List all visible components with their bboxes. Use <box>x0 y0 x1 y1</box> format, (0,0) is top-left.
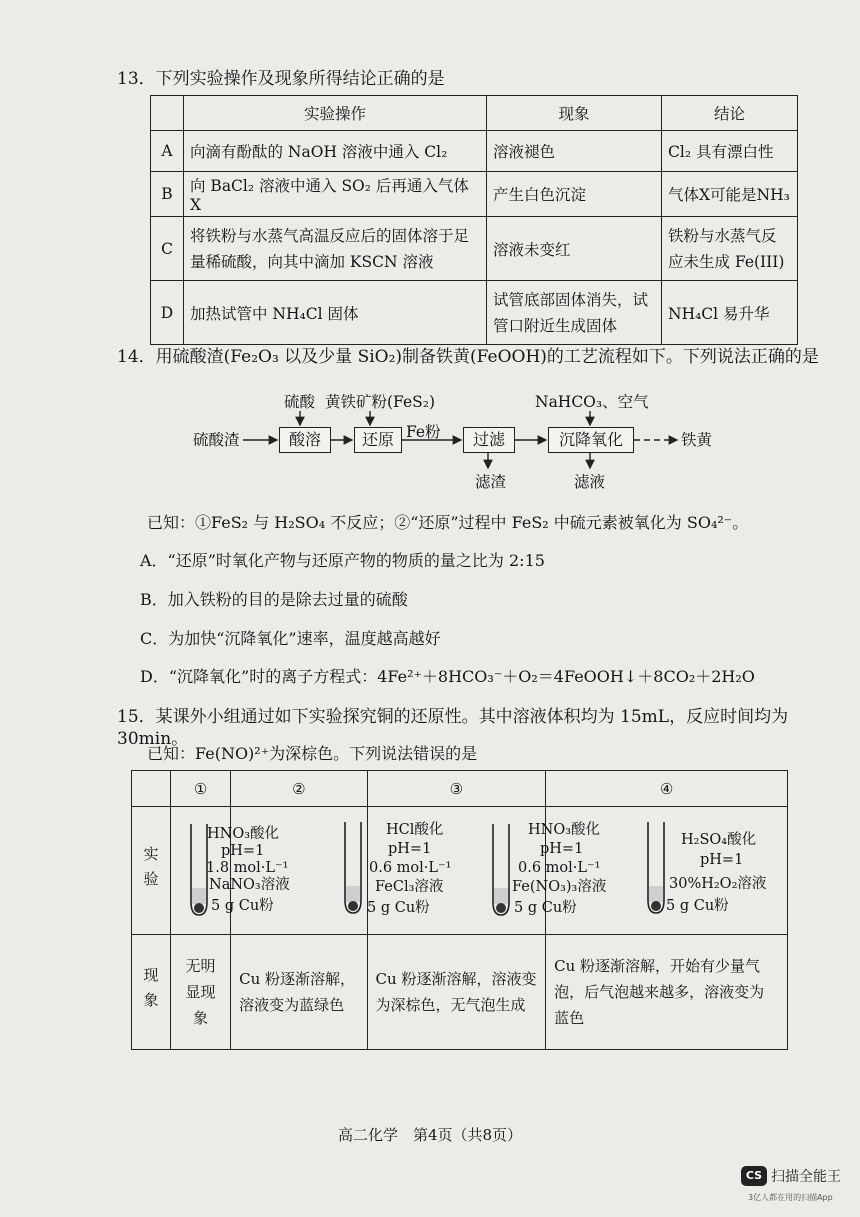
conclusion-cell: NH₄Cl 易升华 <box>662 281 798 345</box>
table-header-row <box>132 771 788 807</box>
exp1-solution: NaNO₃溶液 <box>209 877 290 893</box>
exp3-ph: pH=1 <box>540 841 584 857</box>
exp3-acid: HNO₃酸化 <box>528 822 601 838</box>
q14-known: 已知：①FeS₂ 与 H₂SO₄ 不反应；②“还原”过程中 FeS₂ 中硫元素被氧化为 SO₄²⁻。 <box>147 513 749 532</box>
table-header-cell: 实验操作 <box>184 96 487 131</box>
exp1-conc: 1.8 mol·L⁻¹ <box>206 860 289 876</box>
exp1-ph: pH=1 <box>221 843 265 859</box>
flow-label-fe-powder: Fe粉 <box>406 423 441 441</box>
test-tube-icon <box>342 820 364 916</box>
test-tube-icon <box>645 820 667 916</box>
flow-label-pyrite: 黄铁矿粉(FeS₂) <box>325 393 436 411</box>
conclusion-cell: 铁粉与水蒸气反应未生成 Fe(III) <box>662 217 798 281</box>
observation-cell: Cu 粉逐渐溶解，溶液变为蓝绿色 <box>231 935 367 1050</box>
flow-label-reagents: NaHCO₃、空气 <box>535 393 649 411</box>
column-heading: ③ <box>367 771 546 807</box>
camscanner-logo-icon: CS <box>741 1166 767 1186</box>
flow-step-precipitate-oxidize: 沉降氧化 <box>548 427 634 453</box>
exp3-conc: 0.6 mol·L⁻¹ <box>518 860 601 876</box>
operation-cell: 加热试管中 NH₄Cl 固体 <box>184 281 487 345</box>
q14-stem: 14．用硫酸渣(Fe₂O₃ 以及少量 SiO₂)制备铁黄(FeOOH)的工艺流程如下。下列说法正确的是 <box>117 347 819 367</box>
q15-stem: 15．某课外小组通过如下实验探究铜的还原性。其中溶液体积均为 15mL，反应时间均为 30min。 <box>117 707 789 749</box>
exp2-conc: 0.6 mol·L⁻¹ <box>369 860 452 876</box>
row-label: D <box>151 281 184 345</box>
phenomenon-cell: 溶液未变红 <box>487 217 662 281</box>
column-heading: ① <box>171 771 231 807</box>
exp1-cu: 5 g Cu粉 <box>211 898 274 914</box>
row-label: A <box>151 131 184 172</box>
q14-option-d: D．“沉降氧化”时的离子方程式：4Fe²⁺＋8HCO₃⁻＋O₂＝4FeOOH↓＋8CO₂＋2H₂O <box>140 667 755 686</box>
q14-option-c: C．为加快“沉降氧化”速率，温度越高越好 <box>140 629 441 648</box>
observation-cell: 无明显现象 <box>171 935 231 1050</box>
exp2-acid: HCl酸化 <box>386 822 444 838</box>
column-heading: ④ <box>546 771 788 807</box>
table-row <box>132 935 788 1050</box>
flow-arrows <box>0 0 860 520</box>
exp4-ph: pH=1 <box>700 852 744 868</box>
row-label: C <box>151 217 184 281</box>
exp2-solution: FeCl₃溶液 <box>375 879 444 895</box>
phenomenon-cell: 产生白色沉淀 <box>487 172 662 217</box>
flow-label-filtrate: 滤液 <box>574 473 606 491</box>
exp3-cu: 5 g Cu粉 <box>514 900 577 916</box>
row-label: B <box>151 172 184 217</box>
operation-cell: 向 BaCl₂ 溶液中通入 SO₂ 后再通入气体 X <box>184 172 487 217</box>
exp1-acid: HNO₃酸化 <box>207 826 280 842</box>
observation-cell: Cu 粉逐渐溶解，溶液变为深棕色，无气泡生成 <box>367 935 546 1050</box>
exp4-solution: 30%H₂O₂溶液 <box>669 876 767 892</box>
row-label-experiment: 实验 <box>132 807 171 935</box>
exp4-acid: H₂SO₄酸化 <box>681 832 757 848</box>
q14-option-b: B．加入铁粉的目的是除去过量的硫酸 <box>140 590 408 609</box>
table-header-cell: 现象 <box>487 96 662 131</box>
operation-cell: 向滴有酚酞的 NaOH 溶液中通入 Cl₂ <box>184 131 487 172</box>
exp3-solution: Fe(NO₃)₃溶液 <box>512 879 607 895</box>
q13-stem: 13．下列实验操作及现象所得结论正确的是 <box>117 69 445 89</box>
operation-cell: 将铁粉与水蒸气高温反应后的固体溶于足量稀硫酸，向其中滴加 KSCN 溶液 <box>184 217 487 281</box>
test-tube-icon <box>490 822 512 918</box>
exp2-ph: pH=1 <box>388 841 432 857</box>
table-header-cell: 结论 <box>662 96 798 131</box>
flow-step-acid-dissolve: 酸溶 <box>279 427 331 453</box>
conclusion-cell: Cl₂ 具有漂白性 <box>662 131 798 172</box>
flow-step-filter: 过滤 <box>463 427 515 453</box>
phenomenon-cell: 溶液褪色 <box>487 131 662 172</box>
flow-step-reduce: 还原 <box>354 427 402 453</box>
phenomenon-cell: 试管底部固体消失，试管口附近生成固体 <box>487 281 662 345</box>
row-label-phenomenon: 现象 <box>132 935 171 1050</box>
flow-start: 硫酸渣 <box>193 431 240 449</box>
exp2-cu: 5 g Cu粉 <box>367 900 430 916</box>
flow-end: 铁黄 <box>681 431 713 449</box>
page-footer: 高二化学 第4页（共8页） <box>337 1126 523 1144</box>
q15-known: 已知：Fe(NO)²⁺为深棕色。下列说法错误的是 <box>147 744 478 763</box>
q14-option-a: A．“还原”时氧化产物与还原产物的物质的量之比为 2:15 <box>140 551 545 570</box>
column-heading: ② <box>231 771 367 807</box>
flow-label-residue: 滤渣 <box>475 473 507 491</box>
flow-label-acid: 硫酸 <box>284 393 316 411</box>
observation-cell: Cu 粉逐渐溶解，开始有少量气泡，后气泡越来越多，溶液变为蓝色 <box>546 935 788 1050</box>
scanner-tagline: 3亿人都在用的扫描App <box>748 1193 833 1202</box>
conclusion-cell: 气体X可能是NH₃ <box>662 172 798 217</box>
exp4-cu: 5 g Cu粉 <box>666 898 729 914</box>
scanner-brand-name: 扫描全能王 <box>771 1169 841 1185</box>
